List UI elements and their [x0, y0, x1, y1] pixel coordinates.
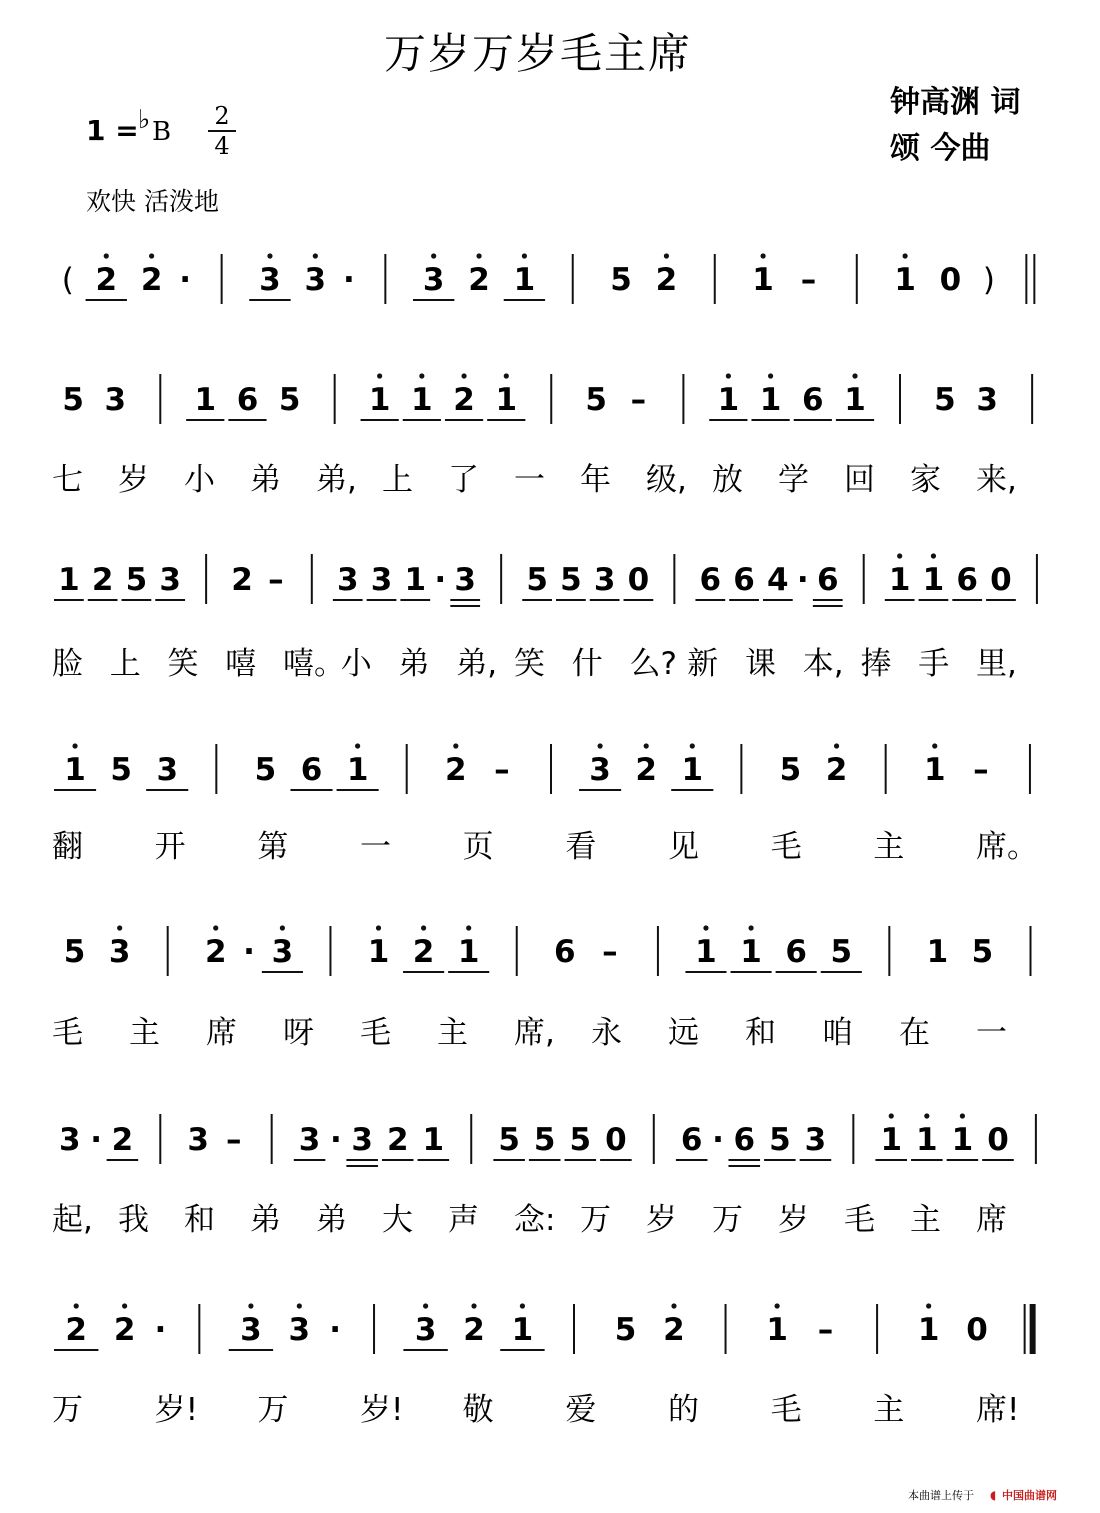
note-0: 0: [627, 562, 650, 598]
lyric-word: 看: [565, 829, 597, 865]
note-2: 2: [386, 1122, 409, 1158]
lyric-word: 的: [668, 1392, 699, 1428]
lyric-word: 和: [745, 1015, 776, 1051]
lyric-word: 念:: [514, 1202, 556, 1238]
lyricist-credit: 钟高渊 词: [890, 85, 1021, 120]
octave-dot: [768, 373, 773, 378]
dash-note: –: [602, 934, 618, 970]
lyric-word: 脸: [52, 646, 83, 682]
lyric-word: 席: [976, 1202, 1007, 1238]
lyric-word: 主: [873, 1392, 905, 1428]
note-1: 1: [194, 382, 217, 418]
lyric-word: 弟: [250, 462, 281, 498]
note-5: 5: [560, 562, 582, 598]
note-3: 3: [589, 752, 611, 788]
lyric-word: 在: [899, 1015, 930, 1051]
octave-dot: [775, 1303, 780, 1308]
octave-dot: [690, 743, 695, 748]
note-3: 3: [804, 1122, 827, 1158]
note-6: 6: [816, 562, 839, 598]
key-note: B: [152, 117, 172, 147]
note-1: 1: [513, 262, 536, 298]
lyric-word: 见: [668, 829, 699, 865]
note-2: 2: [113, 1312, 136, 1348]
tempo-marking: 欢快 活泼地: [86, 187, 219, 216]
note-1: 1: [422, 1122, 445, 1158]
note-1: 1: [951, 1122, 974, 1158]
lyric-word: 万: [52, 1392, 83, 1428]
note-3: 3: [259, 262, 281, 298]
octave-dot: [504, 373, 509, 378]
lyric-word: 爱: [565, 1392, 597, 1428]
note-2: 2: [453, 382, 475, 418]
dash-note: –: [630, 382, 647, 418]
note-6: 6: [236, 382, 259, 418]
note-5: 5: [971, 934, 994, 970]
note-5: 5: [934, 382, 956, 418]
note-2: 2: [65, 1312, 87, 1348]
note-2: 2: [663, 1312, 685, 1348]
augmentation-dot: ·: [243, 934, 255, 970]
note-1: 1: [844, 382, 866, 418]
note-5: 5: [614, 1312, 637, 1348]
augmentation-dot: ·: [329, 1312, 341, 1348]
lyric-word: 开: [154, 829, 186, 865]
note-1: 1: [717, 382, 740, 418]
octave-dot: [423, 1303, 428, 1308]
octave-dot: [355, 743, 360, 748]
note-4: 4: [767, 562, 789, 598]
lyric-word: 上: [382, 462, 413, 498]
lyric-word: 本,: [802, 646, 844, 682]
note-0: 0: [987, 1122, 1009, 1158]
lyric-word: 主: [437, 1015, 468, 1051]
note-5: 5: [110, 752, 132, 788]
note-1: 1: [922, 562, 945, 598]
final-barline-thick: [1030, 1304, 1036, 1354]
note-1: 1: [64, 752, 86, 788]
lyric-word: 新: [687, 646, 719, 682]
time-signature-bottom: 4: [214, 132, 230, 160]
note-1: 1: [411, 382, 433, 418]
note-2: 2: [825, 752, 848, 788]
lyric-word: 一: [514, 462, 545, 498]
octave-dot: [644, 743, 649, 748]
note-5: 5: [610, 262, 632, 298]
augmentation-dot: ·: [712, 1122, 724, 1158]
note-1: 1: [766, 1312, 788, 1348]
note-1: 1: [880, 1122, 903, 1158]
lyric-word: 了: [448, 462, 479, 498]
note-1: 1: [917, 1312, 940, 1348]
footer-brand: 中国曲谱网: [1002, 1489, 1057, 1502]
note-6: 6: [699, 562, 722, 598]
note-1: 1: [681, 752, 704, 788]
note-3: 3: [159, 562, 181, 598]
note-0: 0: [990, 562, 1012, 598]
lyric-word: 我: [118, 1202, 149, 1238]
lyric-word: 起,: [52, 1202, 93, 1238]
note-1: 1: [58, 562, 80, 598]
lyric-word: 来,: [976, 462, 1017, 498]
note-6: 6: [733, 562, 755, 598]
note-3: 3: [288, 1312, 311, 1348]
lyric-word: 主: [910, 1202, 941, 1238]
note-6: 6: [300, 752, 323, 788]
octave-dot: [726, 373, 731, 378]
lyric-word: 敬: [462, 1392, 494, 1428]
octave-dot: [897, 553, 902, 558]
lyric-word: 席,: [514, 1015, 555, 1051]
note-1: 1: [346, 752, 369, 788]
note-3: 3: [351, 1122, 373, 1158]
note-2: 2: [204, 934, 227, 970]
note-1: 1: [923, 752, 946, 788]
lyric-word: 一: [360, 829, 391, 865]
lyric-word: 毛: [844, 1202, 875, 1238]
octave-dot: [931, 553, 936, 558]
lyric-word: 嘻: [225, 646, 257, 682]
note-3: 3: [187, 1122, 209, 1158]
octave-dot: [149, 253, 154, 258]
lyric-word: 岁: [118, 462, 149, 498]
note-5: 5: [585, 382, 608, 418]
lyric-word: 弟: [398, 646, 430, 682]
dash-note: –: [268, 562, 284, 598]
lyric-row-2: [52, 462, 1017, 498]
lyric-word: 嘻。: [283, 646, 345, 682]
note-3: 3: [304, 262, 327, 298]
octave-dot: [122, 1303, 127, 1308]
note-3: 3: [422, 262, 445, 298]
lyric-word: 主: [129, 1015, 160, 1051]
lyric-word: 毛: [360, 1015, 391, 1051]
octave-dot: [522, 253, 527, 258]
lyric-word: 小: [340, 646, 372, 682]
note-3: 3: [370, 562, 393, 598]
octave-dot: [703, 925, 708, 930]
dash-note: –: [494, 752, 510, 788]
note-6: 6: [680, 1122, 703, 1158]
octave-dot: [74, 1303, 79, 1308]
lyric-word: 第: [257, 829, 289, 865]
octave-dot: [597, 743, 602, 748]
octave-dot: [664, 253, 669, 258]
note-3: 3: [298, 1122, 321, 1158]
note-1: 1: [759, 382, 782, 418]
note-5: 5: [63, 934, 86, 970]
octave-dot: [834, 743, 839, 748]
octave-dot: [419, 373, 424, 378]
octave-dot: [520, 1303, 525, 1308]
note-3: 3: [156, 752, 179, 788]
augmentation-dot: ·: [329, 1122, 342, 1158]
dash-note: –: [800, 262, 817, 298]
lyric-word: 上: [109, 646, 141, 682]
octave-dot: [852, 373, 857, 378]
note-3: 3: [104, 382, 127, 418]
lyric-word: 席!: [976, 1392, 1020, 1428]
lyric-word: 七: [52, 462, 83, 498]
note-1: 1: [367, 934, 390, 970]
lyric-word: 万: [580, 1202, 611, 1238]
note-1: 1: [926, 934, 949, 970]
octave-dot: [376, 925, 381, 930]
note-5: 5: [278, 382, 301, 418]
lyric-word: 弟,: [316, 462, 357, 498]
lyric-word: 岁: [646, 1202, 677, 1238]
note-3: 3: [976, 382, 998, 418]
lyric-word: 笑: [514, 646, 545, 682]
note-2: 2: [655, 262, 678, 298]
octave-dot: [280, 925, 285, 930]
octave-dot: [421, 925, 426, 930]
lyric-word: 弟: [250, 1202, 281, 1238]
lyric-word: 课: [745, 646, 776, 682]
augmentation-dot: ·: [796, 562, 809, 598]
note-2: 2: [412, 934, 435, 970]
note-5: 5: [254, 752, 277, 788]
octave-dot: [377, 373, 382, 378]
lyric-word: 弟,: [456, 646, 498, 682]
lyric-word: 一: [976, 1015, 1007, 1051]
octave-dot: [267, 253, 272, 258]
lyric-word: 席。: [976, 829, 1038, 865]
dash-note: –: [817, 1312, 834, 1348]
lyric-word: 岁: [778, 1202, 809, 1238]
note-1: 1: [457, 934, 480, 970]
octave-dot: [903, 253, 908, 258]
augmentation-dot: ·: [154, 1312, 167, 1348]
note-1: 1: [368, 382, 391, 418]
note-5: 5: [526, 562, 548, 598]
lyric-word: 远: [668, 1015, 699, 1051]
lyric-word: 万: [712, 1202, 743, 1238]
octave-dot: [213, 925, 218, 930]
octave-dot: [476, 253, 481, 258]
lyric-word: 声: [448, 1202, 479, 1238]
note-3: 3: [59, 1122, 81, 1158]
octave-dot: [117, 925, 122, 930]
note-3: 3: [271, 934, 294, 970]
octave-dot: [72, 743, 77, 748]
lyric-word: 小: [184, 462, 215, 498]
lyric-word: 永: [591, 1015, 622, 1051]
lyric-word: 里,: [976, 646, 1017, 682]
note-5: 5: [769, 1122, 791, 1158]
note-0: 0: [966, 1312, 988, 1348]
composer-credit: 颂 今曲: [890, 131, 991, 166]
lyric-word: 毛: [770, 1392, 802, 1428]
note-5: 5: [62, 382, 84, 418]
lyric-word: 岁!: [154, 1392, 199, 1428]
augmentation-dot: ·: [179, 262, 192, 298]
note-6: 6: [802, 382, 824, 418]
note-1: 1: [404, 562, 427, 598]
lyric-word: 学: [778, 462, 809, 498]
octave-dot: [960, 1113, 965, 1118]
lyric-word: 呀: [283, 1015, 314, 1051]
octave-dot: [313, 253, 318, 258]
lyric-word: 年: [580, 462, 611, 498]
note-0: 0: [939, 262, 962, 298]
lyric-word: 家: [910, 462, 941, 498]
note-6: 6: [785, 934, 807, 970]
song-title: 万岁万岁毛主席: [383, 29, 693, 78]
lyric-word: 和: [184, 1202, 215, 1238]
note-1: 1: [511, 1312, 534, 1348]
octave-dot: [932, 743, 937, 748]
note-0: 0: [605, 1122, 627, 1158]
note-1: 1: [695, 934, 717, 970]
octave-dot: [671, 1303, 676, 1308]
note-1: 1: [894, 262, 916, 298]
augmentation-dot: ·: [90, 1122, 102, 1158]
lyric-word: 页: [462, 829, 494, 865]
dash-note: –: [973, 752, 989, 788]
note-5: 5: [779, 752, 802, 788]
lyric-word: 咱: [822, 1015, 853, 1051]
lyric-word: 岁!: [360, 1392, 404, 1428]
footer-text: 本曲谱上传于: [908, 1489, 974, 1502]
octave-dot: [889, 1113, 894, 1118]
lyric-word: 回: [844, 462, 875, 498]
lyric-word: 万: [257, 1392, 289, 1428]
note-1: 1: [916, 1122, 938, 1158]
note-2: 2: [140, 262, 163, 298]
octave-dot: [104, 253, 109, 258]
key-prefix: 1 =: [86, 114, 139, 147]
note-1: 1: [495, 382, 518, 418]
octave-dot: [471, 1303, 476, 1308]
note-1: 1: [888, 562, 911, 598]
note-5: 5: [830, 934, 853, 970]
lyric-word: 么?: [629, 646, 677, 682]
note-5: 5: [533, 1122, 556, 1158]
octave-dot: [453, 743, 458, 748]
dash-note: –: [226, 1122, 242, 1158]
note-3: 3: [336, 562, 359, 598]
lyric-word: 弟: [316, 1202, 347, 1238]
note-2: 2: [463, 1312, 485, 1348]
note-2: 2: [468, 262, 490, 298]
note-2: 2: [231, 562, 253, 598]
parenthesis: (: [61, 262, 74, 298]
octave-dot: [926, 1303, 931, 1308]
lyric-word: 什: [571, 646, 603, 682]
octave-dot: [248, 1303, 253, 1308]
note-6: 6: [956, 562, 978, 598]
note-2: 2: [635, 752, 657, 788]
lyric-word: 笑: [167, 646, 199, 682]
note-3: 3: [414, 1312, 437, 1348]
note-2: 2: [91, 562, 114, 598]
note-3: 3: [108, 934, 131, 970]
note-3: 3: [240, 1312, 262, 1348]
lyric-row-3: [52, 646, 1017, 682]
octave-dot: [431, 253, 436, 258]
augmentation-dot: ·: [434, 562, 447, 598]
lyric-word: 席: [206, 1015, 237, 1051]
lyric-word: 毛: [770, 829, 802, 865]
note-2: 2: [95, 262, 118, 298]
site-logo-icon: ◖: [990, 1488, 997, 1502]
note-3: 3: [593, 562, 616, 598]
lyric-word: 级,: [646, 462, 687, 498]
octave-dot: [297, 1303, 302, 1308]
lyric-word: 捧: [860, 646, 892, 682]
note-5: 5: [498, 1122, 520, 1158]
lyric-word: 大: [382, 1202, 413, 1238]
note-6: 6: [553, 934, 576, 970]
octave-dot: [748, 925, 753, 930]
note-5: 5: [569, 1122, 592, 1158]
octave-dot: [466, 925, 471, 930]
octave-dot: [924, 1113, 929, 1118]
note-6: 6: [733, 1122, 756, 1158]
lyric-word: 毛: [52, 1015, 83, 1051]
time-signature-top: 2: [214, 102, 230, 130]
parenthesis: ): [982, 262, 995, 298]
lyric-row-6: [52, 1202, 1007, 1238]
note-2: 2: [111, 1122, 134, 1158]
lyric-word: 放: [712, 462, 743, 498]
lyric-word: 主: [873, 829, 905, 865]
lyric-word: 手: [918, 646, 950, 682]
note-5: 5: [125, 562, 148, 598]
note-1: 1: [752, 262, 774, 298]
flat-sign: ♭: [138, 105, 151, 135]
octave-dot: [461, 373, 466, 378]
augmentation-dot: ·: [342, 262, 355, 298]
octave-dot: [760, 253, 765, 258]
lyric-word: 翻: [52, 829, 83, 865]
note-2: 2: [445, 752, 467, 788]
note-3: 3: [454, 562, 476, 598]
note-1: 1: [740, 934, 762, 970]
